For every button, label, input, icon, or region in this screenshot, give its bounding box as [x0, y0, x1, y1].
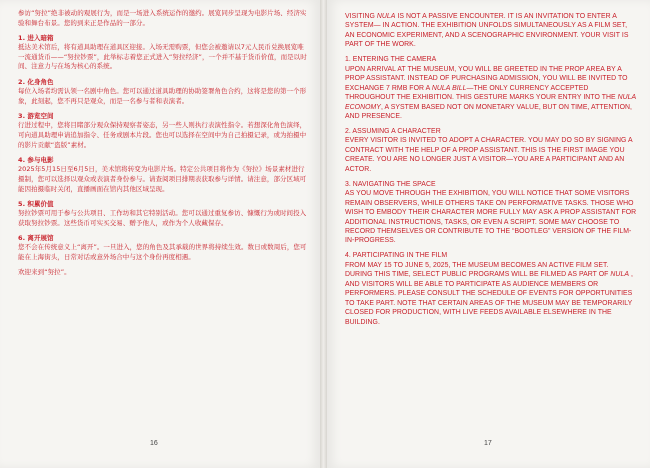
section-body-zh: 2025年5月15日至6月5日，美术馆将转变为电影片场。特定公共项目将作为《努拉》场景素材进行摄制，您可以选择以观众或表演者身份参与。请查阅项目排期表获取参与详情。请注意，部分区域可能因拍摄临时关闭，直播画面在馆内其他区域呈现。: [18, 165, 307, 193]
section-zh-4: [18, 156, 310, 194]
section-heading-zh: 4. 参与电影: [18, 155, 54, 164]
page-number-left: 16: [150, 440, 158, 447]
page-right: [327, 0, 650, 468]
section-heading-zh: 3. 游览空间: [18, 111, 54, 120]
book-gutter: [320, 0, 327, 468]
intro-paragraph-en: VISITING NULA IS NOT A PASSIVE ENCOUNTER. IT IS AN INVITATION TO ENTER A SYSTEM— IN ACTION. THE EXHIBITION UNFOLDS SIMULTANEOUSLY AS A FILM SET, AN ECONOMIC EXPERIMENT, AND A SCENOGRAPHIC ENVIRONMENT. YOUR VISIT IS PART OF THE WORK.: [345, 13, 629, 49]
section-zh-6: [18, 234, 310, 263]
section-heading-zh: 5. 积累价值: [18, 199, 54, 208]
section-heading-en: 1. ENTERING THE CAMERA: [345, 56, 437, 64]
page-left: [0, 0, 320, 468]
section-en-3: [345, 180, 637, 246]
section-zh-1: [18, 34, 310, 72]
english-text-column: [345, 12, 637, 420]
section-en-2: [345, 127, 637, 174]
section-heading-en: 3. NAVIGATING THE SPACE: [345, 180, 436, 188]
section-body-en: FROM MAY 15 TO JUNE 5, 2025, THE MUSEUM BECOMES AN ACTIVE FILM SET. DURING THIS TIME, SELECT PUBLIC PROGRAMS WILL BE FILMED AS PART OF NULA , AND VISITORS WILL BE ABLE TO PARTICIPATE AS AUDIENCE MEMBERS OR PERFORMERS. PLEASE CONSULT THE SCHEDULE OF EVENTS FOR OPPORTUNITIES TO TAKE PART. NOTE THAT CERTAIN AREAS OF THE MUSEUM MAY BE TEMPORARILY CLOSED FOR PRODUCTION, WITH LIVE FEEDS AVAILABLE ELSEWHERE IN THE BUILDING.: [345, 261, 633, 326]
section-body-en: EVERY VISITOR IS INVITED TO ADOPT A CHARACTER. YOU MAY DO SO BY SIGNING A CONTRACT WITH THE HELP OF A PROP ASSISTANT. THIS IS THE FIRST IMAGE YOU CREATE. YOU ARE NO LONGER JUST A VISITOR—YOU ARE A PARTICIPANT AND AN ACTOR.: [345, 137, 633, 173]
section-zh-5: [18, 200, 310, 229]
section-en-1: [345, 55, 637, 121]
section-body-zh: 每位入场者均需认领一名剧中角色。您可以通过道具助理的协助签署角色合约，这将是您的第一个形象，此刻起，您不再只是观众，而是一名参与者和表演者。: [18, 87, 307, 105]
page-number-right: 17: [484, 440, 492, 447]
section-heading-en: 2. ASSUMING A CHARACTER: [345, 127, 441, 135]
closing-line-zh: 欢迎来到“努拉”。: [18, 268, 71, 277]
section-heading-zh: 6. 离开展馆: [18, 233, 54, 242]
section-zh-2: [18, 78, 310, 107]
section-body-zh: 您不会在传统意义上“离开”。一旦进入，您的角色及其承载的世界将持续生效。数日或数周后，您可能在上海街头，日常对话或意外场合中与这个身份再度相遇。: [18, 243, 307, 262]
section-heading-en: 4. PARTICIPATING IN THE FILM: [345, 252, 448, 260]
section-heading-zh: 1. 进入暗箱: [18, 33, 54, 42]
section-body-en: AS YOU MOVE THROUGH THE EXHIBITION, YOU WILL NOTICE THAT SOME VISITORS REMAIN OBSERVERS, WHILE OTHERS TAKE ON PERFORMATIVE TASKS. THOSE WHO WISH TO EMBODY THEIR CHARACTER MORE FULLY MAY ASK A PROP ASSISTANT FOR ADDITIONAL INSTRUCTIONS, TASKS, OR EVEN A SCRIPT. SOME MAY CHOOSE TO RECORD THEMSELVES OR CONTRIBUTE TO THE “BOOTLEG” VERSION OF THE FILM-IN-PROGRESS.: [345, 190, 637, 245]
section-body-zh: 抵达美术馆后，将有道具助理在道具区迎接。入场无需购票，但您会被邀请以7元人民币兑换展览唯一流通货币——“努拉钞票”，此举标志着您正式进入“努拉经济”，一个并不基于货币价值，而是以时间、注意力与在场为核心的系统。: [18, 43, 307, 71]
chinese-text-column: [18, 9, 310, 417]
section-zh-3: [18, 112, 310, 150]
section-en-4: [345, 251, 637, 327]
section-body-zh: 行进过程中，您将目睹部分观众保持观察者姿态，另一些人则执行表演性指令。若想深化角色演绎，可向道具助理申请追加指令、任务或剧本片段。您也可以选择在空间中为自己拍摄记录，或为拍摄中的影片贡献“盗版”素材。: [18, 121, 307, 149]
section-body-zh: 努拉钞票可用于参与公共项目、工作坊和其它特别活动。您可以通过重复参访、慷慨行为或时间投入获取努拉钞票。这些货币可实买交易、赠予他人，或作为个人收藏保存。: [18, 209, 307, 227]
section-heading-zh: 2. 化身角色: [18, 77, 54, 86]
section-body-en: UPON ARRIVAL AT THE MUSEUM, YOU WILL BE GREETED IN THE PROP AREA BY A PROP ASSISTANT. INSTEAD OF PURCHASING ADMISSION, YOU WILL BE INVITED TO EXCHANGE 7 RMB FOR A NULA BILL—THE ONLY CURRENCY ACCEPTED THROUGHOUT THE EXHIBITION. THIS GESTURE MARKS YOUR ENTRY INTO THE NULA ECONOMY, A SYSTEM BASED NOT ON MONETARY VALUE, BUT ON TIME, ATTENTION, AND PRESENCE.: [345, 65, 636, 121]
intro-paragraph-zh: 参访“努拉”绝非被动的观展行为，而是一场进入系统运作的邀约。展览同步呈现为电影片场、经济实验和舞台布景。您的到来正是作品的一部分。: [18, 9, 307, 27]
